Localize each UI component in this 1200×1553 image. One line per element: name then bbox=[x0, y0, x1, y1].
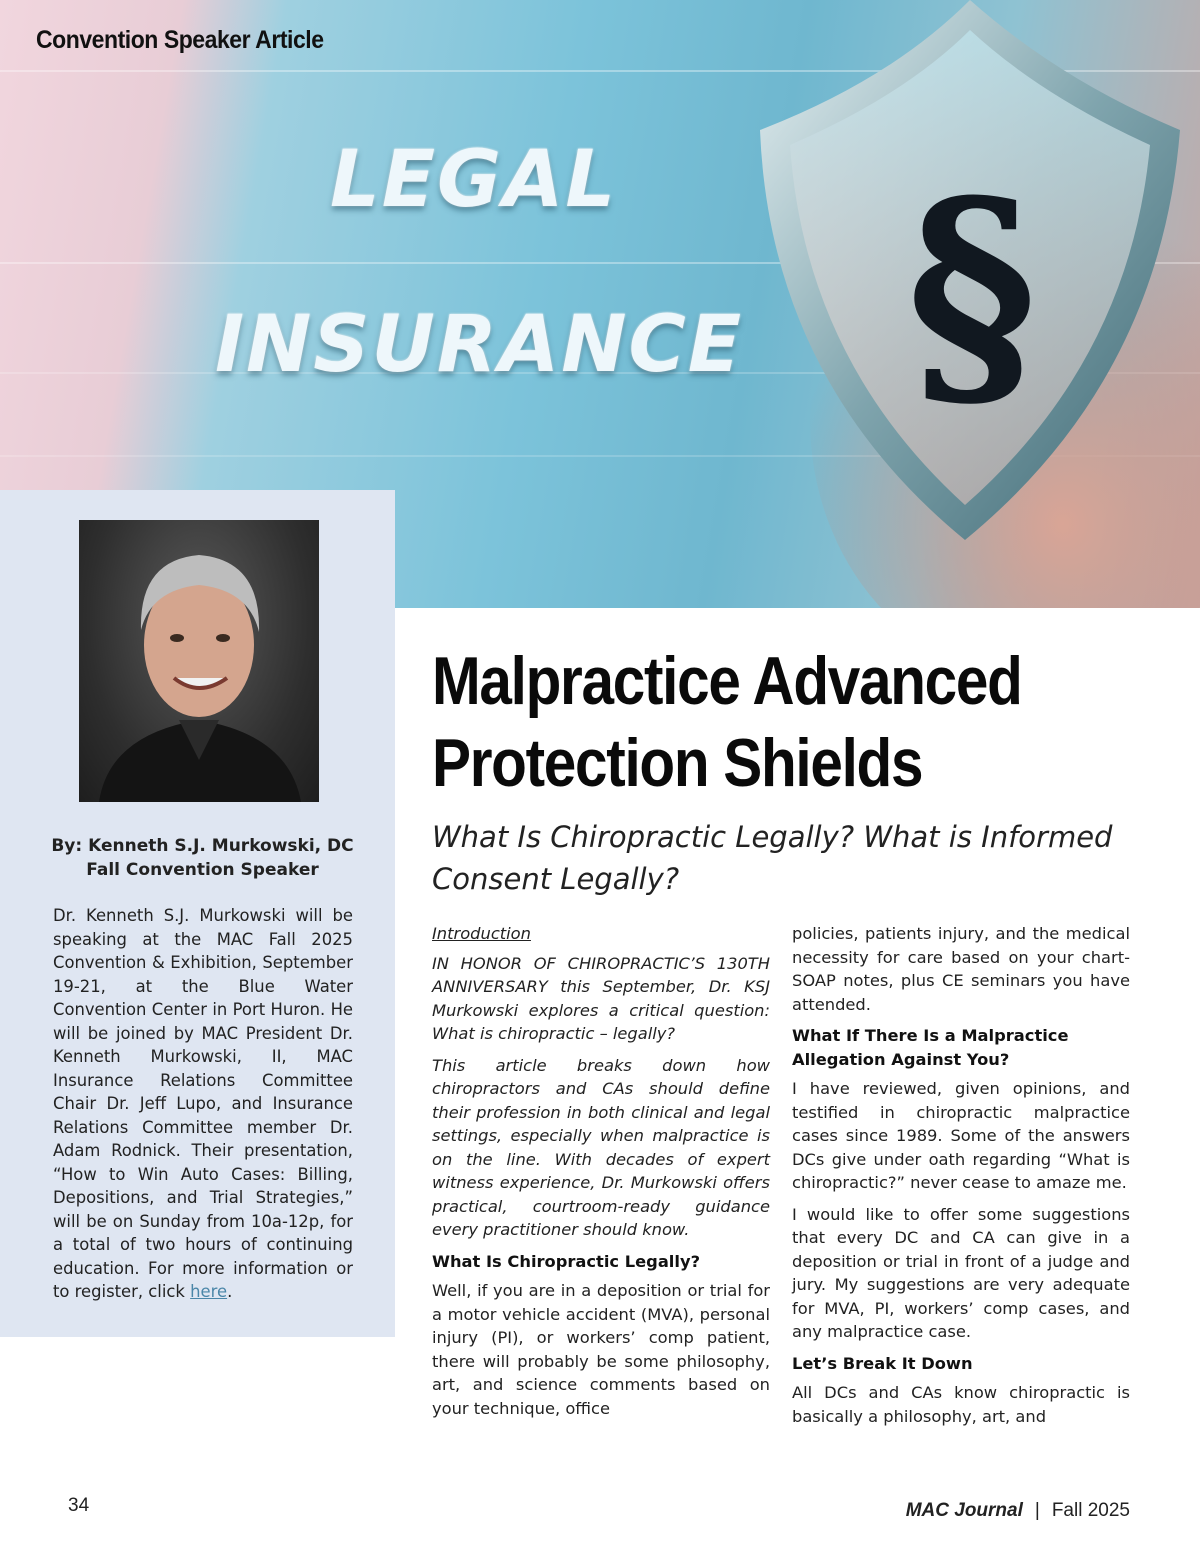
paragraph-allegation-2: I would like to offer some suggestions that every DC and CA can give in a deposition or trial in front of a judge and jury. My suggestions are very adequate for MVA, PI, workers’ comp cases, and any malpractice case. bbox=[792, 1204, 1130, 1341]
article-column-1 bbox=[432, 922, 770, 1428]
section-heading-allegation: What If There Is a Malpractice Allegation Against You? bbox=[792, 1026, 1069, 1069]
hero-word-legal: LEGAL bbox=[330, 135, 618, 225]
paragraph-legally: Well, if you are in a deposition or trial for a motor vehicle accident (MVA), personal injury (PI), or workers’ comp patient, there will probably be some philosophy, art, and science comments based on your technique, office bbox=[432, 1281, 770, 1418]
byline-author: By: Kenneth S.J. Murkowski, DC bbox=[51, 836, 354, 856]
section-heading-legally: What Is Chiropractic Legally? bbox=[432, 1251, 701, 1271]
author-bio bbox=[53, 904, 353, 1304]
article-column-2 bbox=[792, 922, 1130, 1436]
issue-label: Fall 2025 bbox=[1051, 1500, 1130, 1521]
page-number: 34 bbox=[68, 1495, 90, 1516]
shield-section-icon bbox=[740, 0, 1200, 608]
paragraph-breakdown: All DCs and CAs know chiropractic is basically a philosophy, art, and bbox=[792, 1383, 1130, 1426]
paragraph-allegation-1: I have reviewed, given opinions, and testified in chiropractic malpractice cases since 1989. Some of the answers DCs give under oath regarding “What is chiropractic?” never cease to amaze me. bbox=[792, 1079, 1130, 1192]
intro-paragraph-1: IN HONOR OF CHIROPRACTIC’S 130TH ANNIVERSARY this September, Dr. KSJ Murkowski explores a critical question: What is chiropractic – legally? bbox=[432, 953, 770, 1043]
section-symbol: § bbox=[906, 145, 1038, 439]
bio-text: Dr. Kenneth S.J. Murkowski will be speaking at the MAC Fall 2025 Convention & Exhibition, September 19-21, at the Blue Water Convention Center in Port Huron. He will be joined by MAC President Dr. Kenneth Murkowski, II, MAC Insurance Relations Committee Chair Dr. Jeff Lupo, and Insurance Relations Committee member Dr. Adam Rodnick. Their presentation, “How to Win Auto Cases: Billing, Depositions, and Trial Strategies,” will be on Sunday from 10a-12p, for a total of two hours of continuing education. For more information or to register, click bbox=[53, 906, 353, 1301]
article-subtitle: What Is Chiropractic Legally? What is Informed Consent Legally? bbox=[432, 820, 1113, 896]
hero-word-insurance: INSURANCE bbox=[215, 300, 744, 390]
byline-role: Fall Convention Speaker bbox=[86, 860, 319, 880]
bio-end: . bbox=[227, 1282, 233, 1301]
intro-heading: Introduction bbox=[432, 924, 531, 943]
kicker-label: Convention Speaker Article bbox=[36, 26, 324, 54]
footer-separator: | bbox=[1034, 1500, 1040, 1521]
byline bbox=[40, 834, 365, 882]
author-portrait bbox=[79, 520, 319, 802]
register-link[interactable]: here bbox=[190, 1282, 228, 1301]
paragraph-continued: policies, patients injury, and the medical necessity for care based on your chart-SOAP notes, plus CE seminars you have attended. bbox=[792, 924, 1130, 1014]
footer-publication bbox=[906, 1500, 1130, 1522]
author-sidebar bbox=[0, 490, 395, 1337]
section-heading-breakdown: Let’s Break It Down bbox=[792, 1353, 973, 1373]
intro-paragraph-2: This article breaks down how chiropractors and CAs should define their profession in both clinical and legal settings, especially when malpractice is on the line. With decades of expert witness experience, Dr. Murkowski offers practical, courtroom-ready guidance every practitioner should know. bbox=[432, 1055, 770, 1239]
article-title: Malpractice Advanced Protection Shields bbox=[432, 643, 1022, 801]
journal-name: MAC Journal bbox=[905, 1500, 1023, 1521]
